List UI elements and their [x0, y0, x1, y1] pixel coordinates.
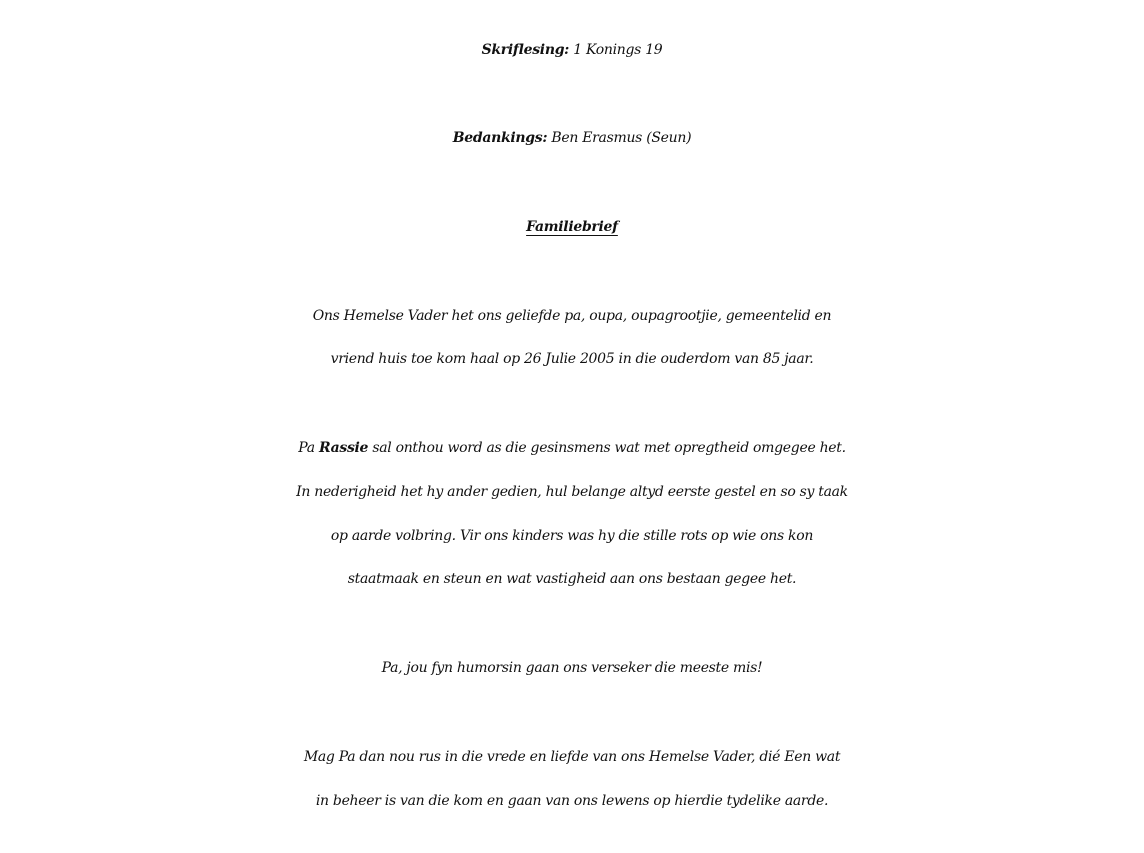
person-name: Rassie	[318, 440, 369, 456]
letter-heading: Familiebrief	[526, 219, 618, 235]
thanks-line	[0, 122, 1144, 154]
thanks-value: Ben Erasmus (Seun)	[551, 130, 692, 146]
scripture-label: Skriflesing:	[481, 42, 570, 58]
paragraph-1-line-1: Ons Hemelse Vader het ons geliefde pa, oupa, oupagrootjie, gemeentelid en	[312, 308, 832, 324]
paragraph-2-line-2: In nederigheid het hy ander gedien, hul belange altyd eerste gestel en so sy taak	[296, 484, 848, 500]
letter-heading-line	[0, 211, 1144, 243]
paragraph-2-line-4: staatmaak en steun en wat vastigheid aan ons bestaan gegee het.	[347, 571, 797, 587]
scripture-value: 1 Konings 19	[573, 42, 663, 58]
paragraph-4-line-2: in beheer is van die kom en gaan van ons lewens op hierdie tydelike aarde.	[315, 793, 829, 809]
paragraph-3: Pa, jou fyn humorsin gaan ons verseker die meeste mis!	[381, 660, 763, 676]
paragraph-1-line-2: vriend huis toe kom haal op 26 Julie 2005 in die ouderdom van 85 jaar.	[330, 351, 814, 367]
paragraph-2-line-3: op aarde volbring. Vir ons kinders was hy die stille rots op wie ons kon	[330, 528, 814, 544]
scripture-line	[0, 34, 1144, 66]
paragraph-2-prefix: Pa	[298, 440, 315, 456]
paragraph-2-line-1	[0, 432, 1144, 464]
paragraph-4-line-1: Mag Pa dan nou rus in die vrede en liefde van ons Hemelse Vader, dié Een wat	[303, 749, 841, 765]
thanks-label: Bedankings:	[452, 130, 548, 146]
paragraph-2-line-1-rest: sal onthou word as die gesinsmens wat met opregtheid omgegee het.	[372, 440, 846, 456]
